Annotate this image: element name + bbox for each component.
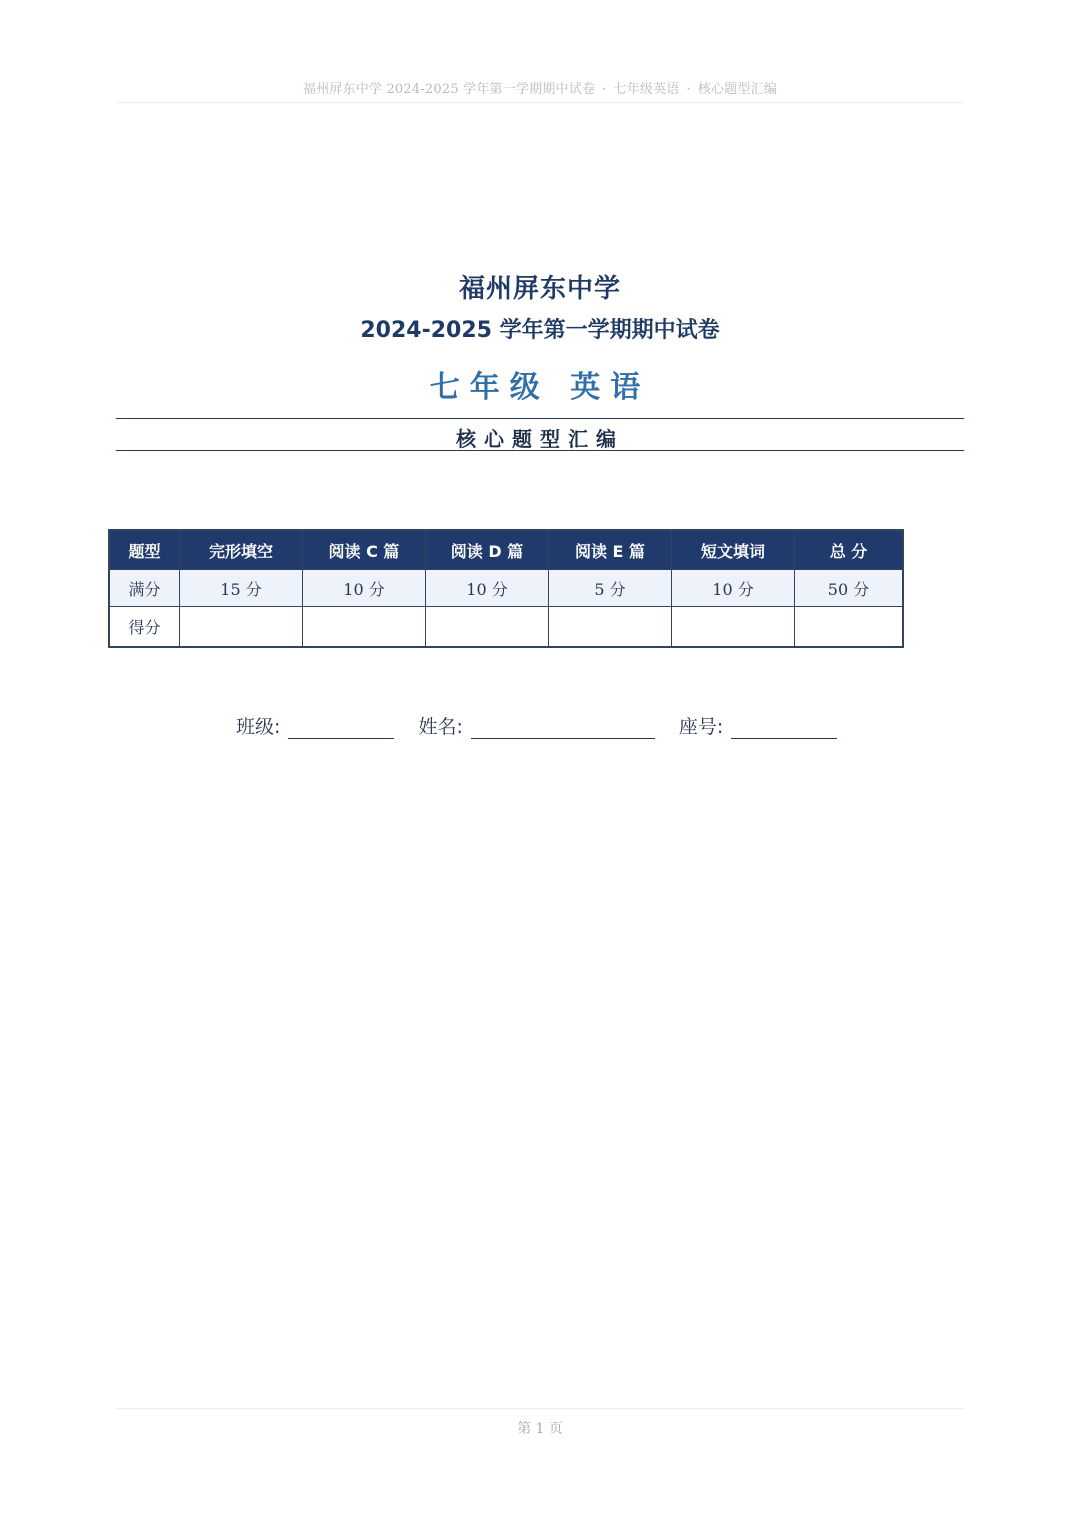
band-top-rule [116, 418, 964, 419]
running-header [0, 78, 1080, 97]
score-cell[interactable] [303, 607, 426, 648]
school-name: 福州屏东中学 [458, 274, 621, 304]
running-header-section: 核心题型汇编 [697, 82, 778, 97]
score-cell[interactable] [426, 607, 549, 648]
running-header-subject: 七年级英语 [613, 82, 680, 97]
exam-title: 2024-2025 学年第一学期期中试卷 [360, 318, 720, 343]
score-table-header-row [109, 530, 903, 570]
band-bottom-rule [116, 450, 964, 451]
header-cell-reading-c: 阅读 C 篇 [303, 530, 426, 570]
full-marks-cell: 10 分 [672, 570, 795, 607]
score-cell[interactable] [180, 607, 303, 648]
score-table [108, 529, 904, 648]
running-header-separator: · [602, 82, 607, 97]
band-title: 核心题型汇编 [456, 427, 624, 451]
footer-divider [116, 1408, 964, 1409]
score-cell[interactable] [549, 607, 672, 648]
score-label: 得分 [109, 607, 180, 648]
name-field [418, 712, 654, 739]
page-number: 第 1 页 [517, 1421, 563, 1437]
subject-title: 七年级 英语 [429, 370, 651, 405]
score-cell[interactable] [795, 607, 904, 648]
full-marks-label: 满分 [109, 570, 180, 607]
header-cell-total: 总 分 [795, 530, 904, 570]
seat-field [679, 712, 837, 739]
score-cell[interactable] [672, 607, 795, 648]
header-cell-type: 题型 [109, 530, 180, 570]
header-cell-reading-e: 阅读 E 篇 [549, 530, 672, 570]
full-marks-cell: 50 分 [795, 570, 904, 607]
class-blank[interactable] [288, 716, 394, 739]
header-cell-cloze: 完形填空 [180, 530, 303, 570]
class-label: 班级: [236, 716, 281, 738]
full-marks-cell: 10 分 [303, 570, 426, 607]
full-marks-cell: 15 分 [180, 570, 303, 607]
header-cell-word-fill: 短文填词 [672, 530, 795, 570]
name-label: 姓名: [418, 716, 463, 738]
running-header-separator: · [686, 82, 691, 97]
name-blank[interactable] [471, 716, 655, 739]
full-marks-row [109, 570, 903, 607]
class-field [236, 712, 394, 739]
header-cell-reading-d: 阅读 D 篇 [426, 530, 549, 570]
student-info-line [236, 712, 855, 739]
header-divider [116, 102, 964, 103]
full-marks-cell: 5 分 [549, 570, 672, 607]
seat-label: 座号: [678, 716, 724, 738]
seat-blank[interactable] [731, 716, 837, 739]
score-row [109, 607, 903, 648]
full-marks-cell: 10 分 [426, 570, 549, 607]
running-header-school-exam: 福州屏东中学 2024-2025 学年第一学期期中试卷 [302, 82, 596, 97]
